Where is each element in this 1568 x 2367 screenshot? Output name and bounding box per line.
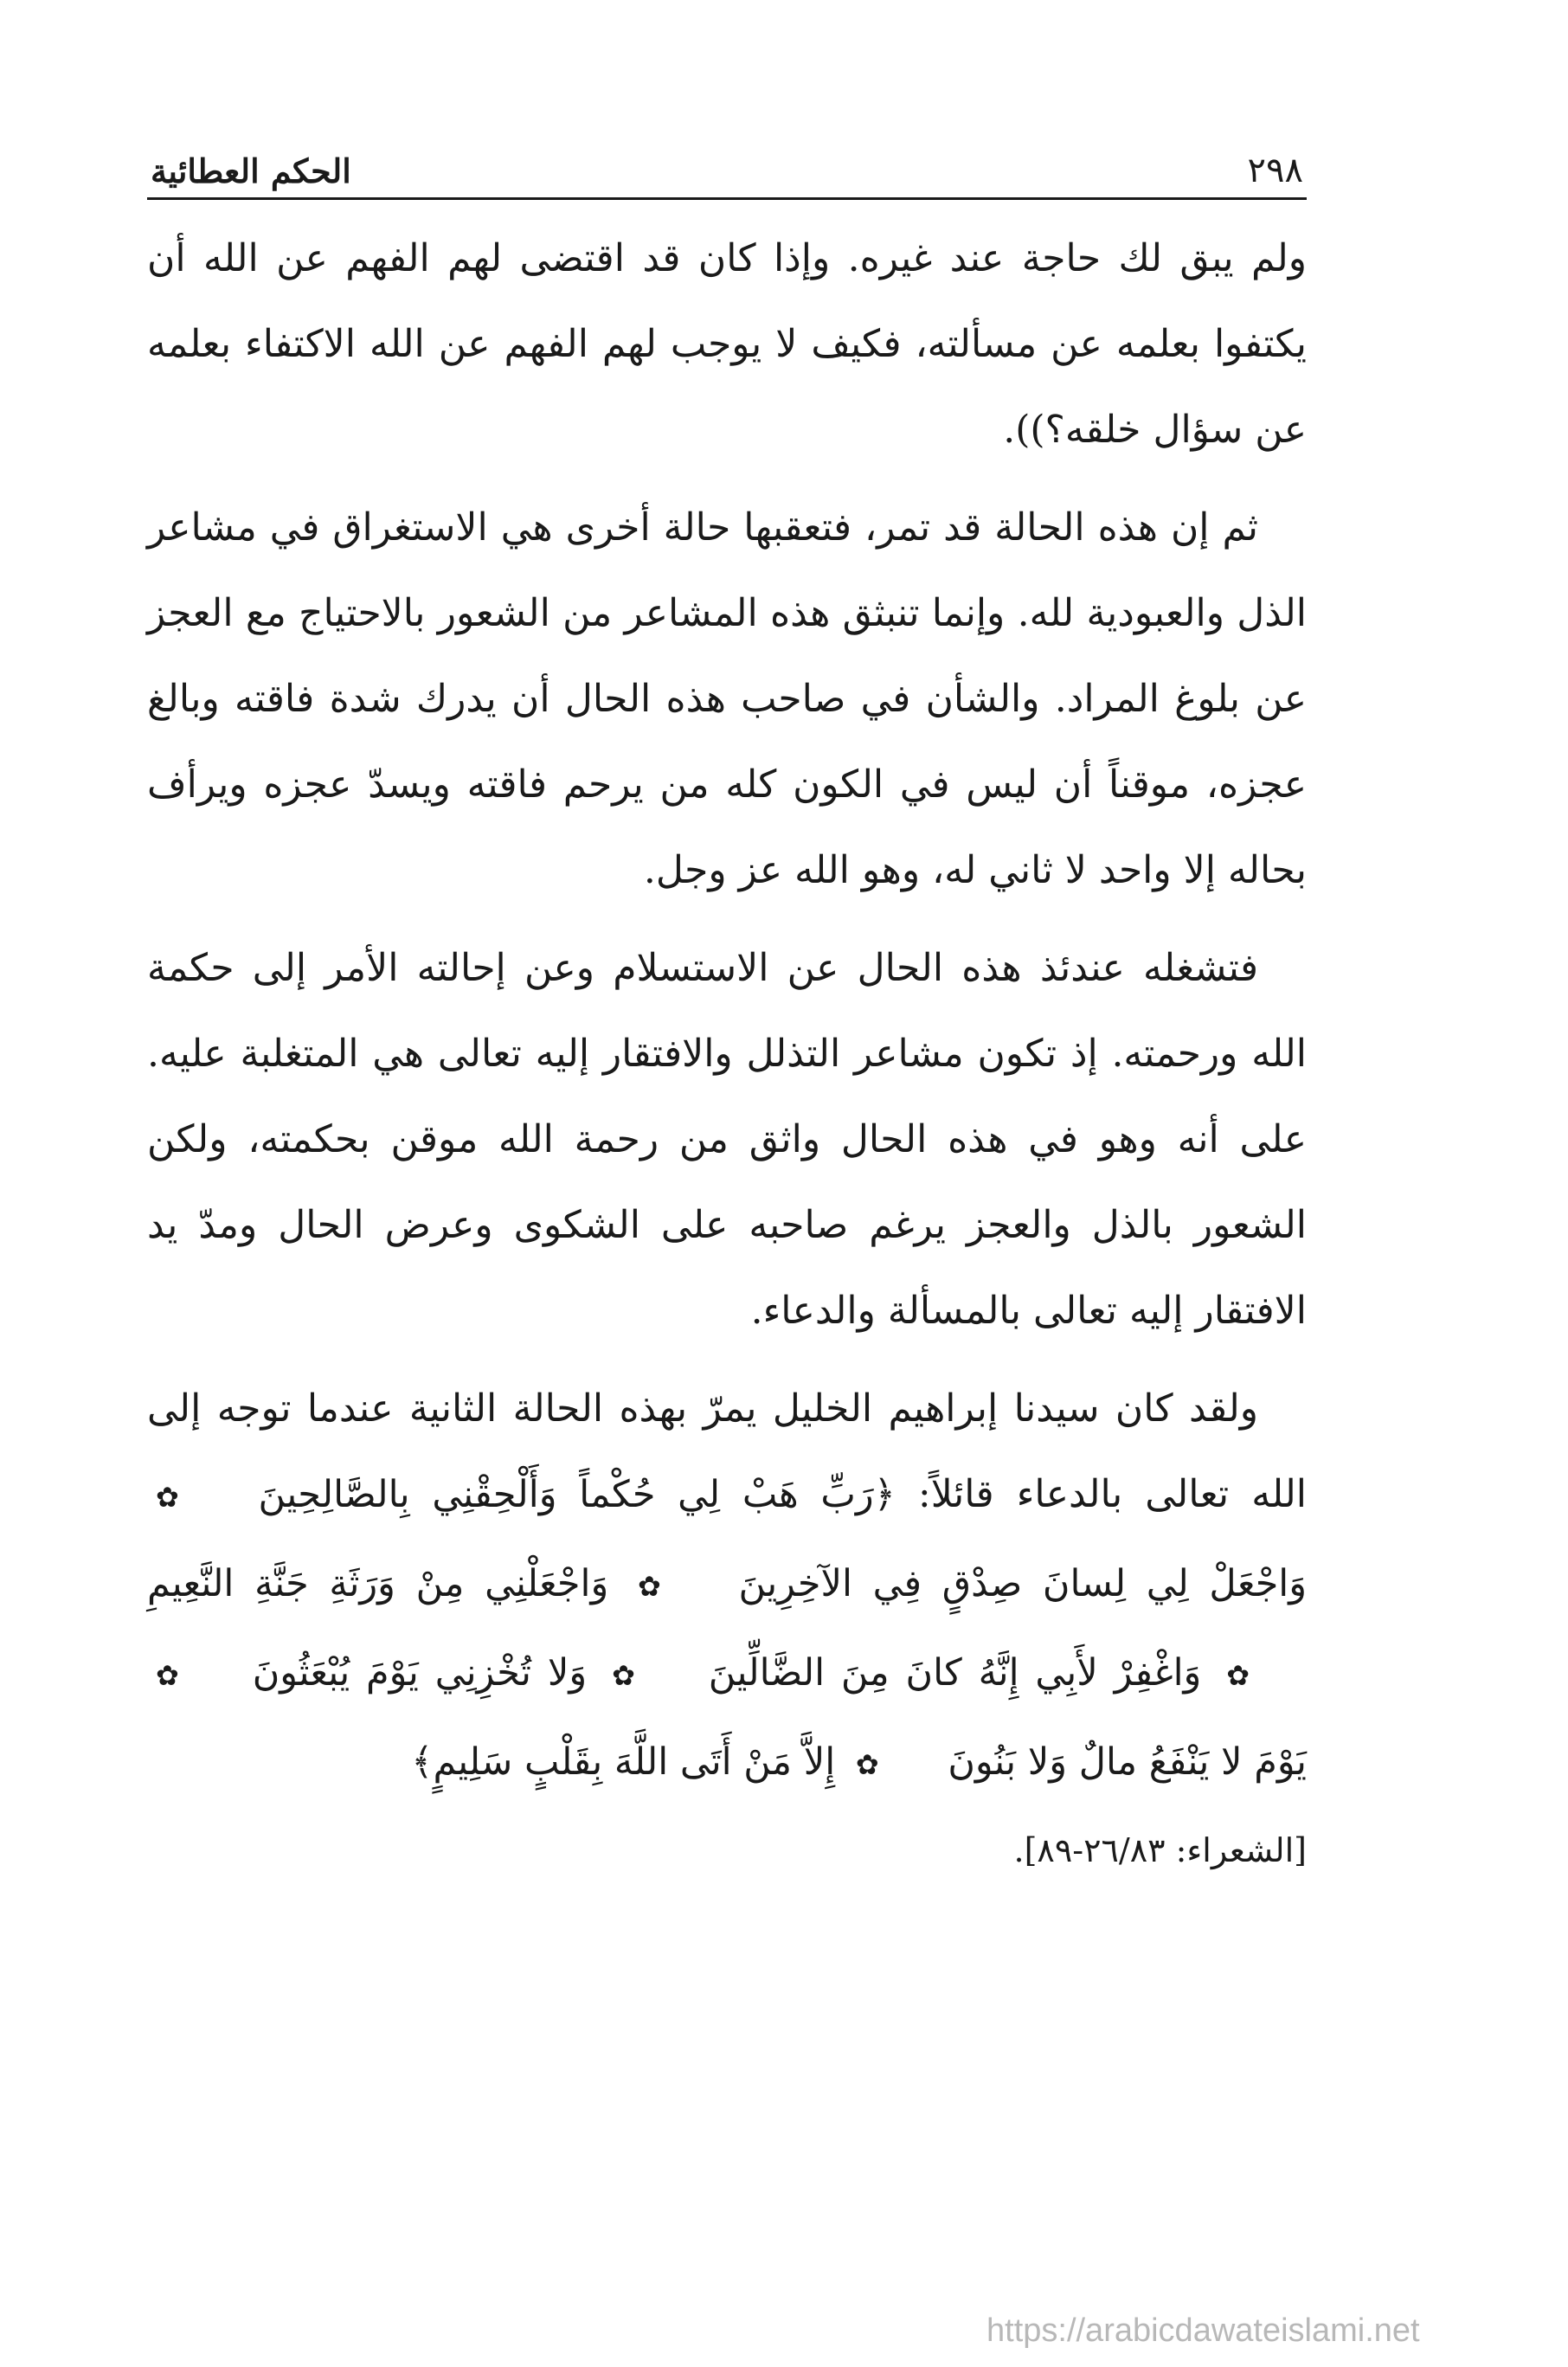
- quran-quote: [147, 1473, 1307, 1784]
- verse: يَوْمَ لا يَنْفَعُ مالٌ وَلا بَنُونَ: [948, 1740, 1307, 1784]
- body-text: [147, 215, 1307, 1881]
- page-number: ٢٩٨: [1247, 151, 1303, 190]
- verse: وَاغْفِرْ لأَبِي إِنَّهُ كانَ مِنَ الضَّالِّينَ: [708, 1651, 1202, 1695]
- paragraph: فتشغله عندئذ هذه الحال عن الاستسلام وعن إحالته الأمر إلى حكمة الله ورحمته. إذ تكون مشاعر التذلل والافتقار إليه تعالى هي المتغلبة عليه. على أنه وهو في هذه الحال واثق من رحمة الله موقن بحكمته، ولكن الشعور بالذل والعجز يرغم صاحبه على الشكوى وعرض الحال ومدّ يد الافتقار إليه تعالى بالمسألة والدعاء.: [147, 946, 1307, 1333]
- running-title: الحكم العطائية: [151, 151, 351, 190]
- ayah-separator-icon: ✿: [612, 1659, 635, 1692]
- ayah-separator-icon: ✿: [1226, 1659, 1250, 1692]
- ayah-separator-icon: ✿: [637, 1570, 661, 1603]
- ayah-separator-icon: ✿: [156, 1481, 179, 1514]
- paragraph: ولم يبق لك حاجة عند غيره. وإذا كان قد اقتضى لهم الفهم عن الله أن يكتفوا بعلمه عن مسألته، فكيف لا يوجب لهم الفهم عن الله الاكتفاء بعلمه عن سؤال خلقه؟)).: [147, 236, 1307, 452]
- verse: رَبِّ هَبْ لِي حُكْماً وَأَلْحِقْنِي بِالصَّالِحِينَ: [258, 1473, 874, 1516]
- quran-citation: [الشعراء: ٢٦/٨٣-٨٩].: [1013, 1831, 1307, 1869]
- paragraph-with-quran-quote: [147, 1366, 1307, 1808]
- watermark-url: https://arabicdawateislami.net: [986, 2312, 1420, 2349]
- paragraph-intro: ولقد كان سيدنا إبراهيم الخليل يمرّ بهذه الحالة الثانية عندما توجه إلى الله تعالى بالدعاء قائلاً:: [147, 1386, 1307, 1516]
- book-page: [147, 130, 1307, 1881]
- quote-open-bracket: ﴿: [873, 1473, 896, 1516]
- verse: إِلاَّ مَنْ أَتَى اللَّهَ بِقَلْبٍ سَلِيمٍ: [433, 1740, 836, 1784]
- ayah-separator-icon: ✿: [855, 1748, 879, 1781]
- verse: وَاجْعَلْ لِي لِسانَ صِدْقٍ فِي الآخِرِينَ: [738, 1562, 1308, 1605]
- verse: وَلا تُخْزِنِي يَوْمَ يُبْعَثُونَ: [252, 1651, 588, 1695]
- verse: وَاجْعَلْنِي مِنْ وَرَثَةِ جَنَّةِ النَّعِيمِ: [147, 1562, 609, 1605]
- running-head: [147, 130, 1307, 200]
- ayah-separator-icon: ✿: [156, 1659, 179, 1692]
- paragraph: ثم إن هذه الحالة قد تمر، فتعقبها حالة أخرى هي الاستغراق في مشاعر الذل والعبودية لله. وإنما تنبثق هذه المشاعر من الشعور بالاحتياج مع العجز عن بلوغ المراد. والشأن في صاحب هذه الحال أن يدرك شدة فاقته وبالغ عجزه، موقناً أن ليس في الكون كله من يرحم فاقته ويسدّ عجزه ويرأف بحاله إلا واحد لا ثاني له، وهو الله عز وجل.: [147, 505, 1307, 892]
- quote-close-bracket: ﴾: [411, 1740, 434, 1784]
